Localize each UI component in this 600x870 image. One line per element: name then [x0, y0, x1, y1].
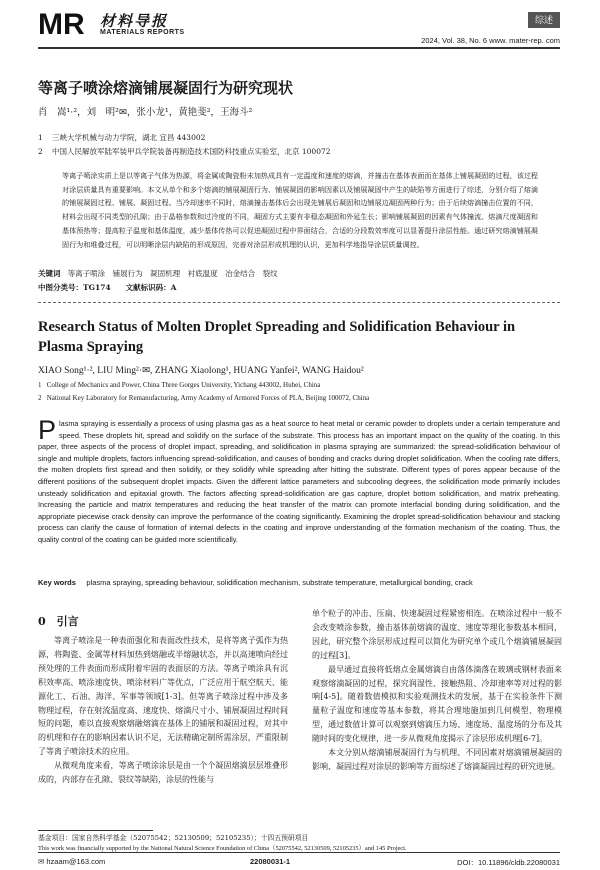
keywords-text: plasma spraying, spreading behaviour, solidification mechanism, substrate temperature, metallurgical bonding, crack: [86, 578, 473, 587]
journal-name-cn: 材料导报: [100, 12, 169, 30]
paragraph: 单个粒子的冲击、压扁、快速凝固过程紧密相连。在喷涂过程中一般不会改变喷涂参数，撞击基体前熔滴的温度、速度等理化参数基本相同，因此，研究整个涂层形成过程可以简化为研究单个或几个熔滴铺展凝固的过程[3]。: [312, 609, 562, 660]
affiliation-en-1: [38, 381, 320, 389]
header-divider: [38, 47, 560, 49]
dropcap: P: [38, 415, 57, 445]
authors-cn: 肖 嵩¹·²，刘 明²✉，张小龙¹，黄艳斐²，王海斗²: [38, 107, 253, 118]
affiliation-en-2: [38, 394, 369, 402]
affiliation-text: 中国人民解放军陆军装甲兵学院装备再制造技术国防科技重点实验室，北京 100072: [52, 147, 331, 156]
keywords-text: 等离子喷涂 铺展行为 凝固机理 衬底温度 冶金结合 裂纹: [67, 269, 278, 278]
affiliation-text: 三峡大学机械与动力学院，湖北 宜昌 443002: [52, 133, 206, 142]
classification-cn: 中图分类号：TG174 文献标识码：A: [38, 283, 177, 292]
keywords-label: 关键词: [38, 269, 61, 278]
affiliation-cn-2: [38, 146, 331, 157]
corresponding-email[interactable]: ✉ hzaam@163.com: [38, 857, 106, 866]
affiliation-number: 2: [38, 147, 43, 156]
abstract-en-text: lasma spraying is essentially a process of using plasma gas as a heat source to heat metal or ceramic powder to droplets under a certain temperature and speed. These droplets hit, spread and solidify on the surface of the substrate. This process has an important impact on the quality of the coating. In this paper, three aspects of the process of droplet impact, spreading, and solidification in plasma spraying are summarized: the spread-solidification behaviour of single and multiple droplets, factors influencing spread-solidification, and causes of bonding and cracks during droplet solidification. When the cooling rate differs, the molten droplets first spread and then solidify, or they solidify while spreading after hitting the substrate. Different types of pores appear because of the different positions of the subsequent droplet impacts. Given the different lattice parameters and subcooling degrees, the solidification mode primarily includes unsteady solidification and epitaxial growth. The factors affecting spread-solidification are gas capture, droplet bottom solidification, and matrix preheating. Increasing the particle and matrix temperatures and reducing the heat transfer of the matrix can promote interfacial bonding during solidification, and the appropriate piecewise crack density can improve the performance of the coating significantly. Examining the droplet spread-solidification behaviour and stacking process can clarify the cause of formation of internal defects in the coating and improve understanding of the formation mechanism of the coating. Thus, the quality control of the coating can be guided more scientifically.: [38, 419, 560, 544]
affiliation-number: 1: [38, 133, 43, 142]
keywords-en: [38, 578, 473, 587]
funding-en: This work was financially supported by the National Natural Science Foundation of China（52075542, 52130509, 52105235）and 145 Project.: [38, 845, 407, 852]
paragraph: 等离子喷涂是一种表面强化和表面改性技术，是将等离子弧作为热源，将陶瓷、金属等材料加热到熔融或半熔融状态，并以高速喷向经过预处理的工件表面而形成附着牢固的表面层的方法。等离子喷涂具有沉积效率高、喷涂速度快、喷涂材料广等优点，广泛应用于航空航天、能源化工、石油、海洋、军事等领域[1-3]。但等离子喷涂过程中涉及多物理过程，存在射流温度高、速度快、熔滴尺寸小、铺展凝固过程时间短的问题，难以直接观察熔融熔滴在基体上的铺展和凝固过程，对其中的机理和存在的影响因素认识不足，无法精确定制所需涂层，严重限制了等离子喷涂技术的应用。: [38, 636, 288, 757]
issue-info: 2024, Vol. 38, No. 6 www. mater-rep. com: [421, 36, 560, 45]
journal-logo: [38, 8, 98, 38]
journal-logo-graphic: [38, 8, 98, 38]
article-type-badge: 综述: [528, 12, 560, 28]
journal-name-en: MATERIALS REPORTS: [100, 29, 185, 36]
abstract-en: [38, 415, 560, 546]
affiliation-number: 2: [38, 394, 42, 402]
doi-link[interactable]: DOI：10.11896/cldb.22080031: [457, 858, 560, 867]
title-cn: 等离子喷涂熔滴铺展凝固行为研究现状: [38, 79, 294, 97]
affiliation-number: 1: [38, 381, 42, 389]
affiliation-text: National Key Laboratory for Remanufacturing, Army Academy of Armored Forces of PLA, Beijing 100072, China: [46, 394, 370, 402]
body-column-left: [38, 634, 288, 787]
paragraph: 从微观角度来看，等离子喷涂涂层是由一个个凝固熔滴层层堆叠形成的，内部存在孔隙、裂纹等缺陷，涂层的性能与: [38, 761, 288, 785]
section-divider: [38, 302, 560, 303]
page-number: 22080031-1: [250, 857, 291, 866]
funding-cn: 基金项目：国家自然科学基金（52075542；52130509；52105235）；十四五预研项目: [38, 834, 309, 842]
section-title: 0 引言: [38, 615, 79, 628]
footer-divider: [38, 852, 560, 853]
title-en: Research Status of Molten Droplet Spreading and Solidification Behaviour in Plasma Spraying: [38, 319, 516, 355]
keywords-label: Key words: [38, 578, 76, 587]
authors-en: XIAO Song¹·², LIU Ming²·✉, ZHANG Xiaolong¹, HUANG Yanfei², WANG Haidou²: [38, 366, 364, 376]
body-column-right: [312, 607, 562, 774]
svg-text:MR: MR: [38, 8, 85, 38]
paragraph: 最早通过直接将低熔点金属熔滴自由落体滴落在玻璃或钢材表面来观察熔滴凝固的过程，探究润湿性、接触热阻、冷却速率等对过程的影响[4-5]。随着数值模拟和实验观测技术的发展，基于在实验条件下测量粒子温度和速度等基本参数，将其合理地施加到几何模型、物理模型，通过数值计算可以观察到熔滴压力场、速度场、温度场的分布及其随时间的变化规律，进一步从微观角度揭示了涂层形成机理[6-7]。: [312, 664, 562, 744]
affiliation-text: College of Mechanics and Power, China Three Gorges University, Yichang 443002, Hubei, China: [46, 381, 321, 389]
abstract-cn: 等离子喷涂实质上是以等离子气体为热源，将金属或陶瓷粉末加热成具有一定温度和速度的熔滴，并撞击在基体表面而在基体上铺展凝固的过程，该过程对涂层质量具有重要影响。本文从单个和多个熔滴的铺展凝固行为、铺展凝固的影响因素以及铺展凝固中产生的缺陷等方面进行了综述，分别介绍了熔滴的铺展凝固过程、铺展、凝固过程。当冷却速率不同时，熔滴撞击基体后会出现先铺展后凝固和边铺展边凝固两种行为；由于后续熔滴撞击位置的不同，材料会出现不同类型的孔隙；由于晶格参数和过冷度的不同，凝固方式主要有非稳态凝固和外延生长；影响铺展凝固的因素有气体撞流、熔滴尺度凝固和基体预热等；提高粒子温度和基体温度，减少基体传热可以促进凝固过程中界面结合，合适的分段数效率度可以显著提升涂层性能。通过研究熔滴铺展凝固行为和堆叠过程，可以明晰涂层内缺陷的形成原因，完善对涂层形成机理的认识，更加科学地指导涂层质量调控。: [62, 171, 538, 249]
paragraph: 本文分别从熔滴铺展凝固行为与机理、不同因素对熔滴铺展凝固的影响、凝固过程对涂层的影响等方面综述了熔滴凝固过程的研究进展。: [312, 748, 562, 771]
keywords-cn: [38, 268, 278, 279]
affiliation-cn-1: [38, 132, 205, 143]
footnote-divider: [38, 830, 153, 831]
